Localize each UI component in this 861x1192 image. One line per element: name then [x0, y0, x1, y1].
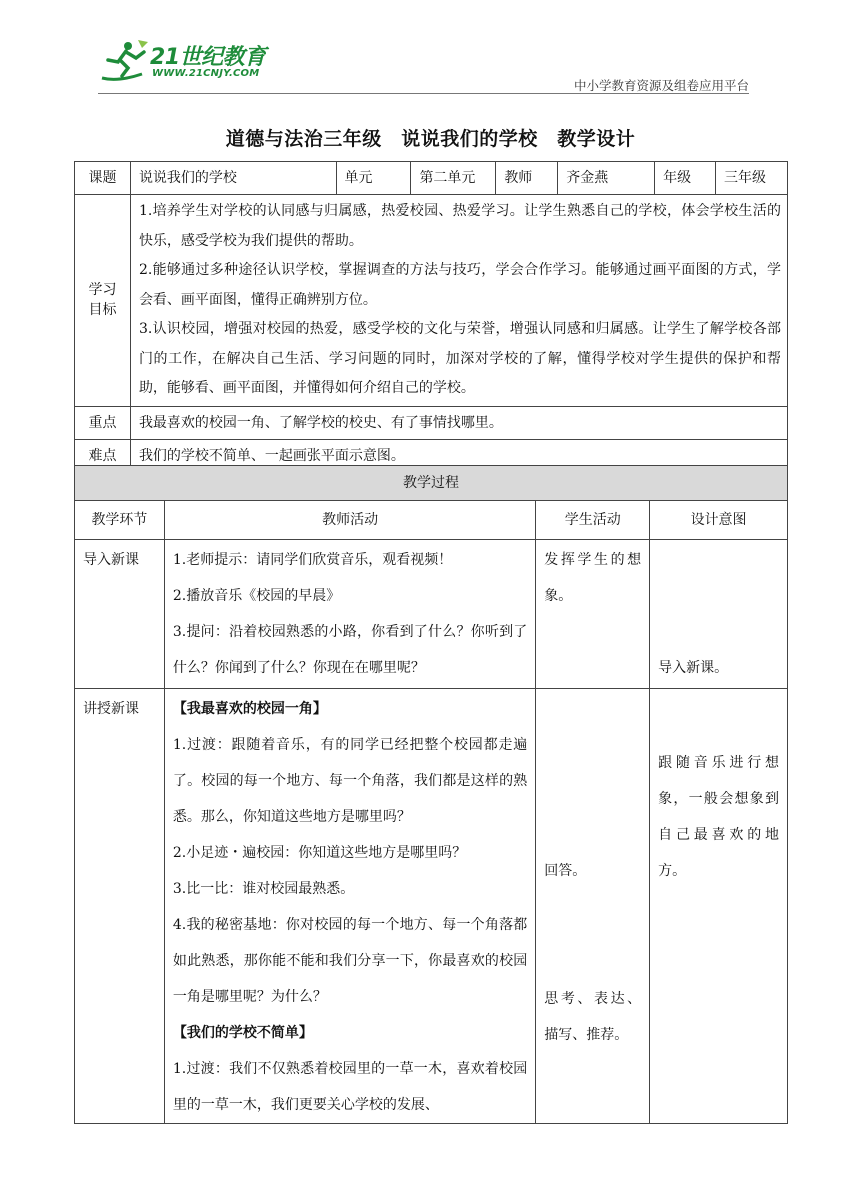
intent-cell: 导入新课。 [650, 540, 788, 689]
stage-cell: 讲授新课 [75, 689, 165, 1124]
grade-value: 三年级 [716, 162, 788, 195]
platform-text: 中小学教育资源及组卷应用平台 [573, 78, 749, 93]
stage-cell: 导入新课 [75, 540, 165, 689]
header-divider [98, 93, 749, 94]
process-table [74, 465, 788, 1124]
subject-value: 说说我们的学校 [130, 162, 336, 195]
goals-row [75, 195, 788, 407]
info-row [75, 162, 788, 195]
activity-line: 3.提问：沿着校园熟悉的小路，你看到了什么？你听到了什么？你闻到了什么？你现在在哪里呢？ [172, 624, 528, 676]
section-heading: 【我们的学校不简单】 [172, 1025, 313, 1041]
unit-value: 第二单元 [411, 162, 496, 195]
section-heading: 【我最喜欢的校园一角】 [172, 701, 327, 717]
student-activity-cell: 发挥学生的想象。 [536, 540, 650, 689]
goals-label: 学习 目标 [75, 195, 131, 407]
goals-content [130, 195, 787, 407]
teacher-label: 教师 [496, 162, 558, 195]
document-title: 道德与法治三年级 说说我们的学校 教学设计 [225, 128, 636, 150]
unit-label: 单元 [336, 162, 411, 195]
goal-item: 3.认识校园，增强对校园的热爱，感受学校的文化与荣誉，增强认同感和归属感。让学生了解学校各部门的工作，在解决自己生活、学习问题的同时，加深对学校的了解，懂得学校对学生提供的保护和帮助，能够看、画平面图，并懂得如何介绍自己的学校。 [138, 321, 781, 396]
difficult-label: 难点 [75, 439, 131, 472]
student-activity-cell [536, 689, 650, 1124]
activity-line: 1.老师提示：请同学们欣赏音乐，观看视频！ [172, 552, 453, 568]
teacher-value: 齐金燕 [558, 162, 655, 195]
goal-item: 1.培养学生对学校的认同感与归属感，热爱校园、热爱学习。让学生熟悉自己的学校，体会学校生活的快乐，感受学校为我们提供的帮助。 [138, 203, 781, 249]
column-header: 学生活动 [536, 501, 650, 540]
column-header: 教师活动 [164, 501, 535, 540]
brand-url: WWW.21CNJY.COM [152, 68, 260, 79]
logo [98, 38, 278, 84]
activity-line: 1.过渡：我们不仅熟悉着校园里的一草一木，喜欢着校园里的一草一木，我们更要关心学校的发展、 [172, 1061, 528, 1113]
difficult-value: 我们的学校不简单、一起画张平面示意图。 [130, 439, 787, 472]
process-row-new [75, 689, 788, 1124]
key-label: 重点 [75, 406, 131, 439]
goal-item: 2.能够通过多种途径认识学校，掌握调查的方法与技巧，学会合作学习。能够通过画平面图的方式，学会看、画平面图，懂得正确辨别方位。 [138, 262, 781, 308]
runner-logo-icon [98, 38, 150, 84]
teacher-activity-cell [164, 689, 535, 1124]
activity-line: 2.播放音乐《校园的早晨》 [172, 588, 341, 604]
activity-line: 1.过渡：跟随着音乐，有的同学已经把整个校园都走遍了。校园的每一个地方、每一个角落，我们都是这样的熟悉。那么，你知道这些地方是哪里吗？ [172, 737, 528, 825]
grade-label: 年级 [655, 162, 716, 195]
info-table [74, 161, 788, 473]
activity-line: 2.小足迹・遍校园：你知道这些地方是哪里吗？ [172, 845, 467, 861]
column-header: 教学环节 [75, 501, 165, 540]
brand-name: 21世纪教育 [150, 45, 266, 70]
column-header: 设计意图 [650, 501, 788, 540]
key-value: 我最喜欢的校园一角、了解学校的校史、有了事情找哪里。 [130, 406, 787, 439]
activity-line: 4.我的秘密基地：你对校园的每一个地方、每一个角落都如此熟悉，那你能不能和我们分享一下，你最喜欢的校园一角是哪里呢？为什么？ [172, 917, 528, 1005]
process-title: 教学过程 [75, 466, 788, 501]
student-answer: 回答。 [544, 863, 587, 879]
teacher-activity-cell [164, 540, 535, 689]
page-header [0, 0, 861, 100]
process-row-intro [75, 540, 788, 689]
student-answer: 思考、表达、描写、推荐。 [544, 991, 642, 1043]
key-row [75, 406, 788, 439]
activity-line: 3.比一比：谁对校园最熟悉。 [172, 881, 355, 897]
intent-cell: 跟随音乐进行想象，一般会想象到自己最喜欢的地方。 [650, 689, 788, 1124]
subject-label: 课题 [75, 162, 131, 195]
process-header-row [75, 501, 788, 540]
